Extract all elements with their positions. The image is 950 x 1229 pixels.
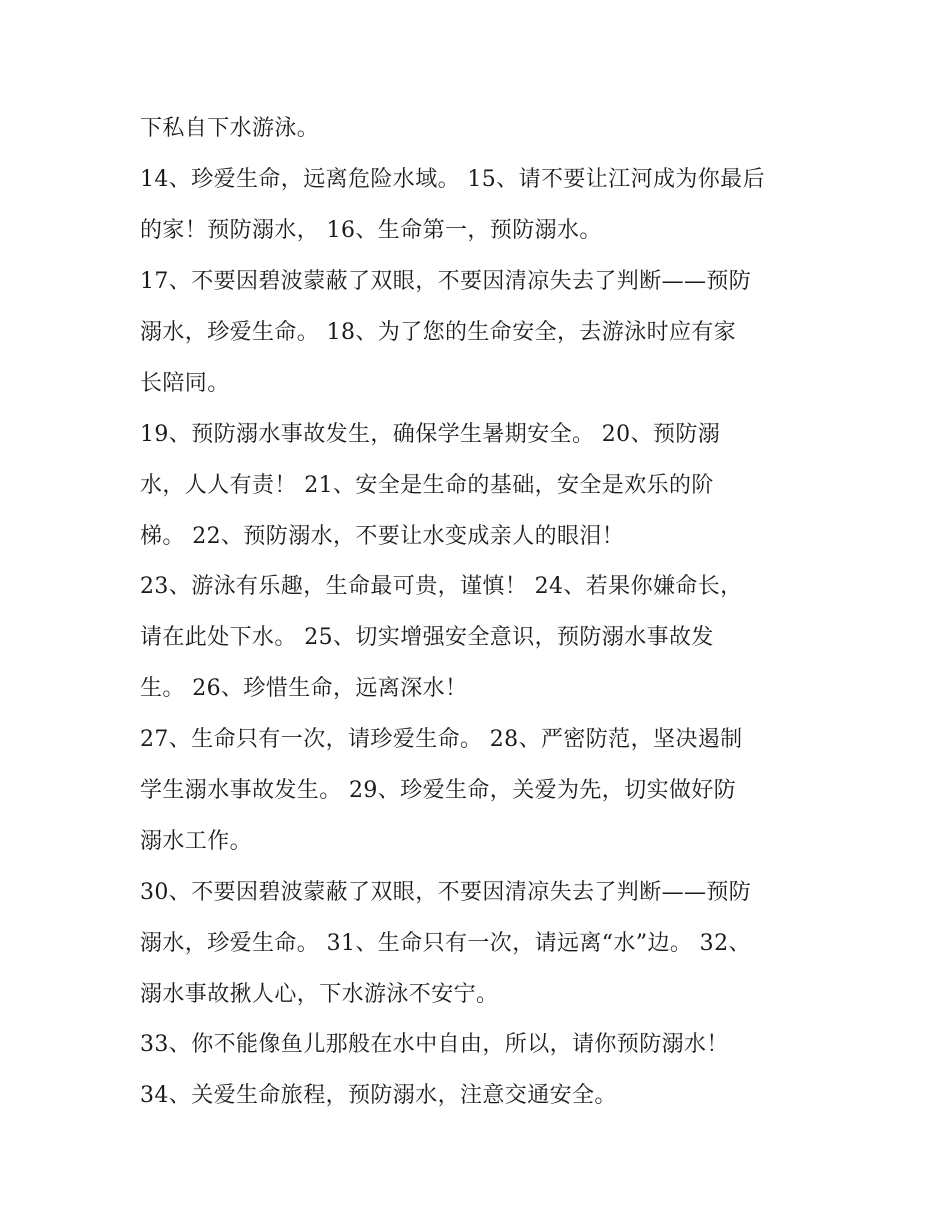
text-line: 梯。 22、预防溺水，不要让水变成亲人的眼泪！ (140, 524, 625, 549)
text-line: 溺水，珍爱生命。 18、为了您的生命安全，去游泳时应有家 (140, 320, 737, 345)
text-line: 溺水事故揪人心，下水游泳不安宁。 (140, 982, 499, 1007)
text-line: 19、预防溺水事故发生，确保学生暑期安全。 20、预防溺 (140, 422, 721, 447)
text-line: 34、关爱生命旅程，预防溺水，注意交通安全。 (140, 1083, 617, 1108)
text-line: 水，人人有责！ 21、安全是生命的基础，安全是欢乐的阶 (140, 473, 714, 498)
text-line: 溺水工作。 (140, 829, 253, 854)
text-line: 下私自下水游泳。 (140, 116, 320, 141)
text-line: 27、生命只有一次，请珍爱生命。 28、严密防范，坚决遏制 (140, 727, 743, 752)
text-line: 的家！预防溺水， 16、生命第一，预防溺水。 (140, 218, 602, 243)
text-line: 生。 26、珍惜生命，远离深水！ (140, 676, 468, 701)
text-line: 33、你不能像鱼儿那般在水中自由，所以，请你预防溺水！ (140, 1032, 729, 1057)
text-line: 学生溺水事故发生。 29、珍爱生命，关爱为先，切实做好防 (140, 778, 737, 803)
text-line: 长陪同。 (140, 371, 230, 396)
text-line: 23、游泳有乐趣，生命最可贵，谨慎！ 24、若果你嫌命长， (140, 574, 743, 599)
text-line: 17、不要因碧波蒙蔽了双眼，不要因清凉失去了判断——预防 (140, 269, 752, 294)
text-line: 14、珍爱生命，远离危险水域。 15、请不要让江河成为你最后 (140, 167, 765, 192)
text-line: 请在此处下水。 25、切实增强安全意识，预防溺水事故发 (140, 625, 714, 650)
text-line: 30、不要因碧波蒙蔽了双眼，不要因清凉失去了判断——预防 (140, 880, 752, 905)
text-line: 溺水，珍爱生命。 31、生命只有一次，请远离“水”边。 32、 (140, 931, 751, 956)
